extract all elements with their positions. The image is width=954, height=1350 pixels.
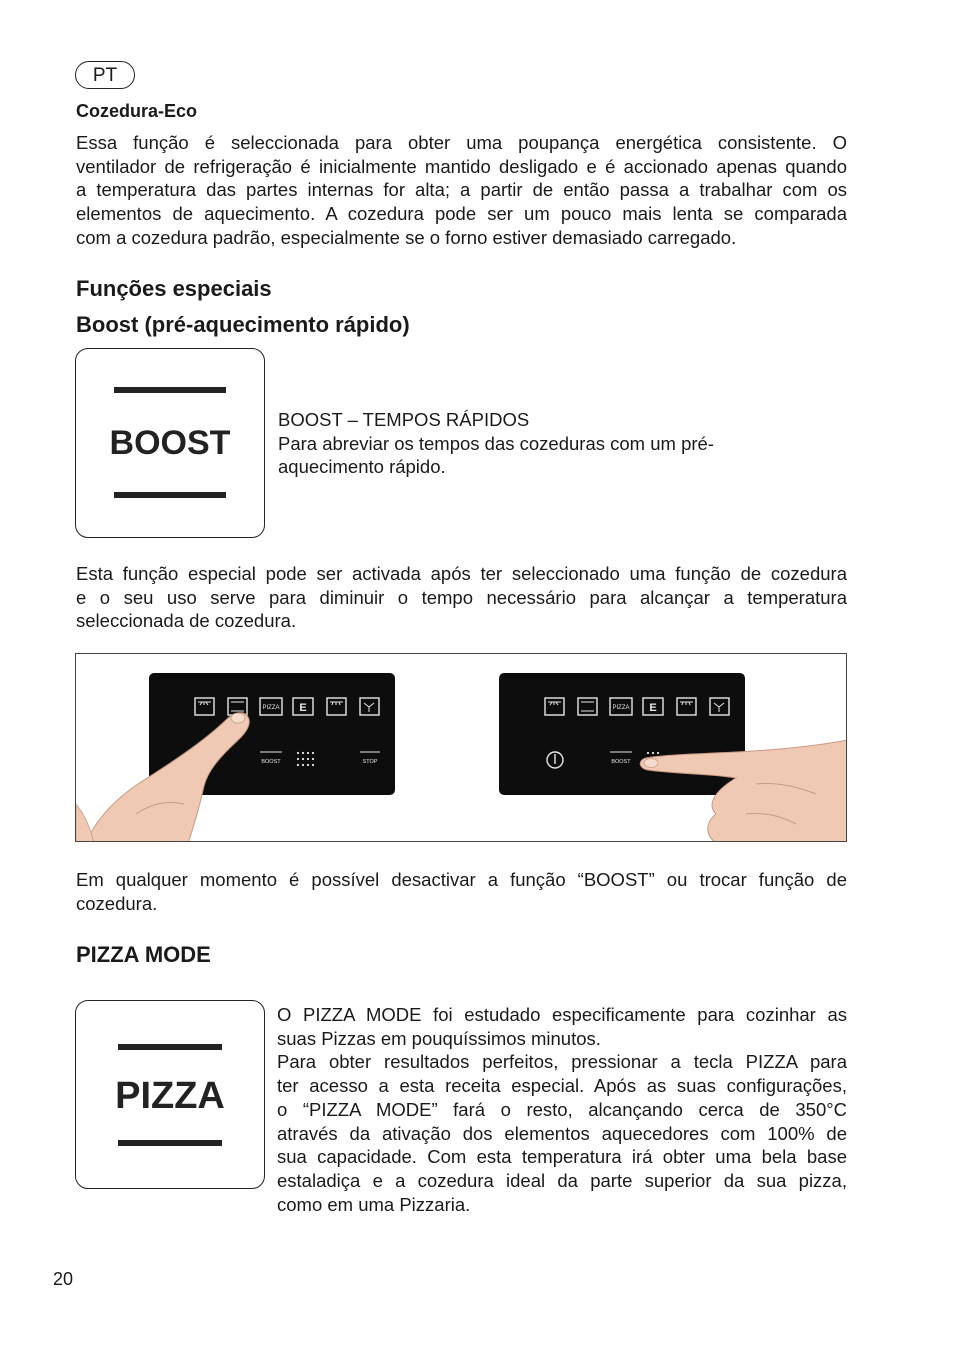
eco-line: elementos de aquecimento. A cozedura pode ser um pouco mais lenta se comparada [76, 203, 847, 225]
control-panel-illustration [75, 653, 847, 842]
pizza-line: O PIZZA MODE foi estudado especificamente para cozinhar as [277, 1004, 847, 1025]
language-badge: PT [75, 61, 135, 89]
pizza-line: o “PIZZA MODE” fará o resto, alcançando cerca de 350°C [277, 1098, 847, 1120]
boost-icon-label: BOOST [109, 424, 231, 462]
pizza-key-label: PIZZA [262, 705, 280, 711]
control-panel-drawing [76, 654, 847, 842]
pizza-line: Para obter resultados perfeitos, pressionar a tecla PIZZA para [277, 1051, 847, 1073]
boost-line: Esta função especial pode ser activada após ter seleccionado uma função de cozedura [76, 563, 847, 584]
top-rule [118, 1044, 222, 1050]
eco-line: Essa função é seleccionada para obter uma poupança energética consistente. O [76, 132, 847, 153]
top-rule [114, 387, 226, 393]
page-number: 20 [53, 1269, 74, 1289]
bottom-rule [118, 1140, 222, 1146]
pizza-mode-paragraph [277, 1003, 847, 1216]
boost-deactivate-paragraph [76, 868, 847, 915]
pizza-line: como em uma Pizzaria. [277, 1193, 471, 1215]
boost-caption-line: aquecimento rápido. [278, 456, 446, 478]
fingernail [231, 713, 245, 723]
pizza-line: estaladiça e a cozedura ideal da parte superior da sua pizza, [277, 1169, 847, 1191]
special-functions-heading: Funções especiais [76, 276, 272, 301]
fingernail [644, 759, 658, 768]
boost-caption-line: Para abreviar os tempos das cozeduras com um pré- [278, 432, 714, 454]
boost-line: seleccionada de cozedura. [76, 610, 297, 632]
eco-key-label: E [649, 702, 657, 714]
boost-key-label: BOOST [261, 759, 281, 765]
boost-after-line: Em qualquer momento é possível desactivar a função “BOOST” ou trocar função de [76, 869, 847, 890]
boost-heading: Boost (pré-aquecimento rápido) [76, 312, 410, 337]
eco-heading: Cozedura-Eco [76, 101, 198, 121]
pizza-icon-card [75, 1000, 265, 1189]
stop-key-label: STOP [362, 759, 378, 765]
boost-after-line: cozedura. [76, 892, 158, 914]
right-control-panel [499, 673, 745, 795]
eco-key-label: E [299, 702, 307, 714]
eco-line: a temperatura das partes internas for alta; a partir de então passa a trabalhar com os [76, 179, 847, 201]
pizza-line: sua capacidade. Com esta temperatura irá obter uma bela base [277, 1146, 847, 1168]
pizza-line: suas Pizzas em pouquíssimos minutos. [277, 1027, 601, 1049]
boost-line: e o seu uso serve para diminuir o tempo necessário para alcançar a temperatura [76, 586, 847, 608]
boost-caption-title: BOOST – TEMPOS RÁPIDOS [278, 409, 530, 430]
eco-line: ventilador de refrigeração é inicialmente mantido desligado e é accionado apenas quando [76, 155, 847, 177]
bottom-rule [114, 492, 226, 498]
pizza-key-label: PIZZA [612, 705, 630, 711]
boost-paragraph [76, 562, 847, 633]
eco-paragraph [76, 131, 847, 250]
pizza-line: ter acesso a esta receita especial. Após as suas configurações, [277, 1075, 847, 1097]
panel-body [499, 673, 745, 795]
pizza-mode-heading: PIZZA MODE [76, 942, 211, 967]
boost-icon-card [75, 348, 265, 538]
pizza-icon-label: PIZZA [115, 1075, 225, 1117]
pizza-line: através da ativação dos elementos aquecedores com 100% de [277, 1122, 847, 1144]
eco-line: com a cozedura padrão, especialmente se o forno estiver demasiado carregado. [76, 226, 737, 248]
boost-caption [278, 408, 798, 479]
boost-key-label: BOOST [611, 759, 631, 765]
